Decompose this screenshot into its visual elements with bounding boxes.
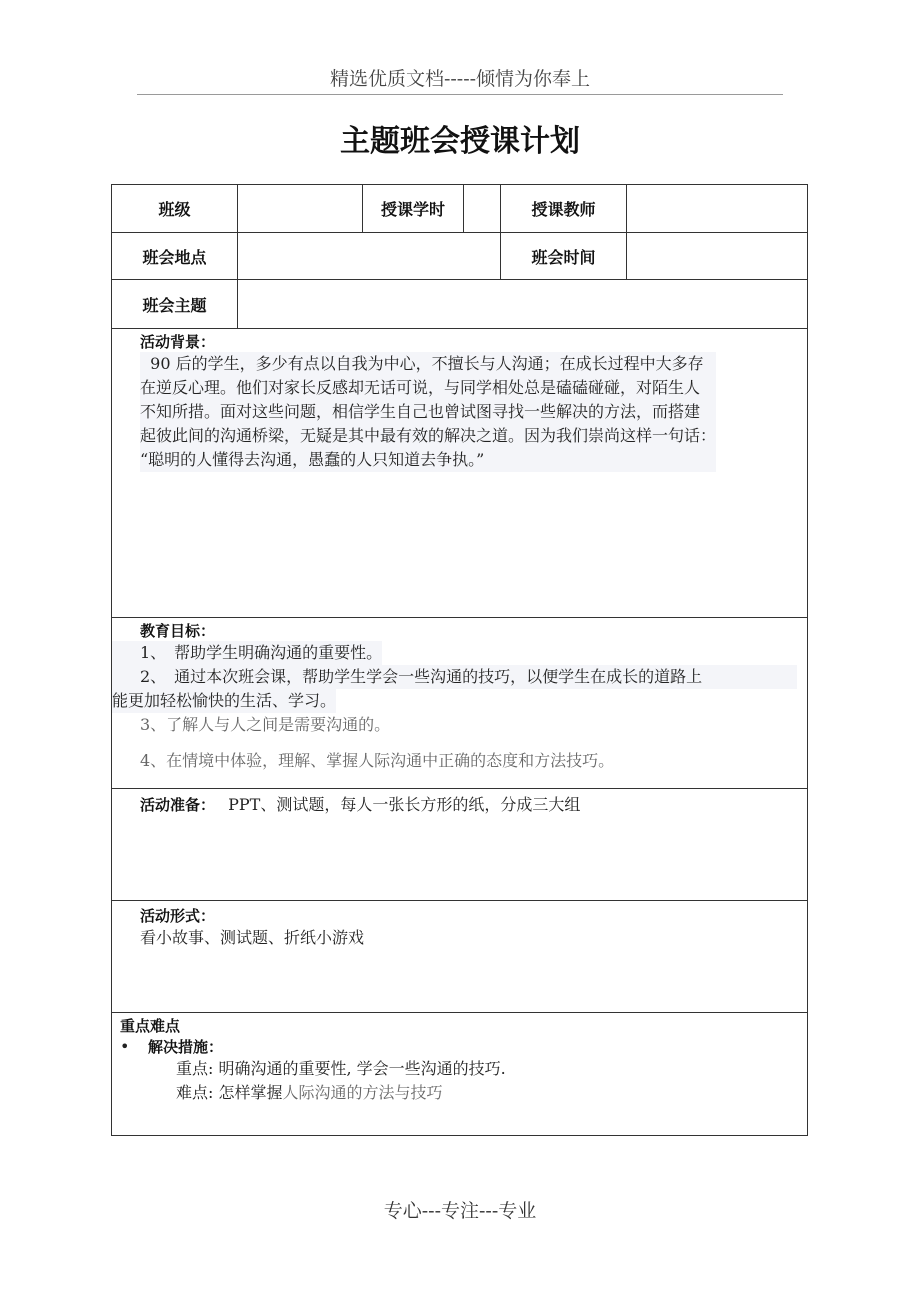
- form-row: [112, 901, 808, 1013]
- background-row: [112, 329, 808, 618]
- form-text: 看小故事、测试题、折纸小游戏: [140, 928, 365, 947]
- class-label: 班级: [112, 185, 238, 233]
- lesson-plan-table: [111, 184, 808, 1136]
- background-line: 不知所措。面对这些问题，相信学生自己也曾试图寻找一些解决的方法，而搭建: [140, 402, 701, 421]
- difficulty-line: [120, 1081, 797, 1105]
- info-row-3: [112, 280, 808, 329]
- goals-row: [112, 618, 808, 789]
- preparation-text: PPT、测试题，每人一张长方形的纸，分成三大组: [228, 795, 581, 814]
- background-line: “聪明的人懂得去沟通，愚蠢的人只知道去争执。”: [140, 450, 485, 469]
- page-footer: 专心---专注---专业: [383, 1200, 537, 1222]
- key-points-heading: 重点难点: [120, 1017, 181, 1035]
- key-points-row: [112, 1013, 808, 1136]
- hours-label: 授课学时: [363, 185, 464, 233]
- background-line: 在逆反心理。他们对家长反感却无话可说，与同学相处总是磕磕碰碰，对陌生人: [140, 378, 701, 397]
- theme-label: 班会主题: [112, 280, 238, 329]
- form-cell: [112, 901, 808, 1013]
- difficulty-prefix: 难点: 怎样掌握: [176, 1083, 283, 1102]
- page-header: 精选优质文档-----倾情为你奉上: [329, 68, 591, 90]
- key-points-cell: [112, 1013, 808, 1136]
- preparation-row: [112, 789, 808, 901]
- background-heading: 活动背景：: [140, 333, 216, 351]
- class-value[interactable]: [238, 185, 363, 233]
- measures-row: [120, 1036, 797, 1057]
- page-title: 主题班会授课计划: [340, 124, 580, 159]
- header-divider: [137, 94, 783, 95]
- form-heading: 活动形式：: [140, 907, 216, 925]
- preparation-cell: [112, 789, 808, 901]
- preparation-heading: 活动准备：: [140, 796, 216, 814]
- hours-value[interactable]: [464, 185, 501, 233]
- background-line: 90 后的学生，多少有点以自我为中心，不擅长与人沟通；在成长过程中大多存: [140, 354, 704, 373]
- goals-cell: [112, 618, 808, 789]
- location-label: 班会地点: [112, 233, 238, 280]
- difficulty-rest: 人际沟通的方法与技巧: [282, 1083, 443, 1102]
- background-text: [140, 352, 716, 472]
- key-point-line: 重点: 明确沟通的重要性, 学会一些沟通的技巧.: [176, 1059, 506, 1078]
- info-row-1: [112, 185, 808, 233]
- background-line: 起彼此间的沟通桥梁，无疑是其中最有效的解决之道。因为我们崇尚这样一句话：: [140, 426, 717, 445]
- time-label: 班会时间: [501, 233, 627, 280]
- time-value[interactable]: [627, 233, 808, 280]
- teacher-value[interactable]: [627, 185, 808, 233]
- theme-value[interactable]: [238, 280, 808, 329]
- goal-item-4: 4、在情境中体验，理解、掌握人际沟通中正确的态度和方法技巧。: [140, 751, 615, 770]
- goal-item-2-cont: 能更加轻松愉快的生活、学习。: [112, 689, 336, 713]
- info-row-2: [112, 233, 808, 280]
- bullet-icon: •: [120, 1037, 130, 1056]
- goals-heading: 教育目标：: [140, 622, 216, 640]
- goal-item-2: 2、 通过本次班会课，帮助学生学会一些沟通的技巧，以便学生在成长的道路上: [112, 665, 797, 689]
- goal-item-1: 1、 帮助学生明确沟通的重要性。: [112, 641, 382, 665]
- background-cell: [112, 329, 808, 618]
- goal-item-3: 3、了解人与人之间是需要沟通的。: [140, 715, 391, 734]
- location-value[interactable]: [238, 233, 501, 280]
- measures-label: 解决措施：: [148, 1038, 224, 1056]
- teacher-label: 授课教师: [501, 185, 627, 233]
